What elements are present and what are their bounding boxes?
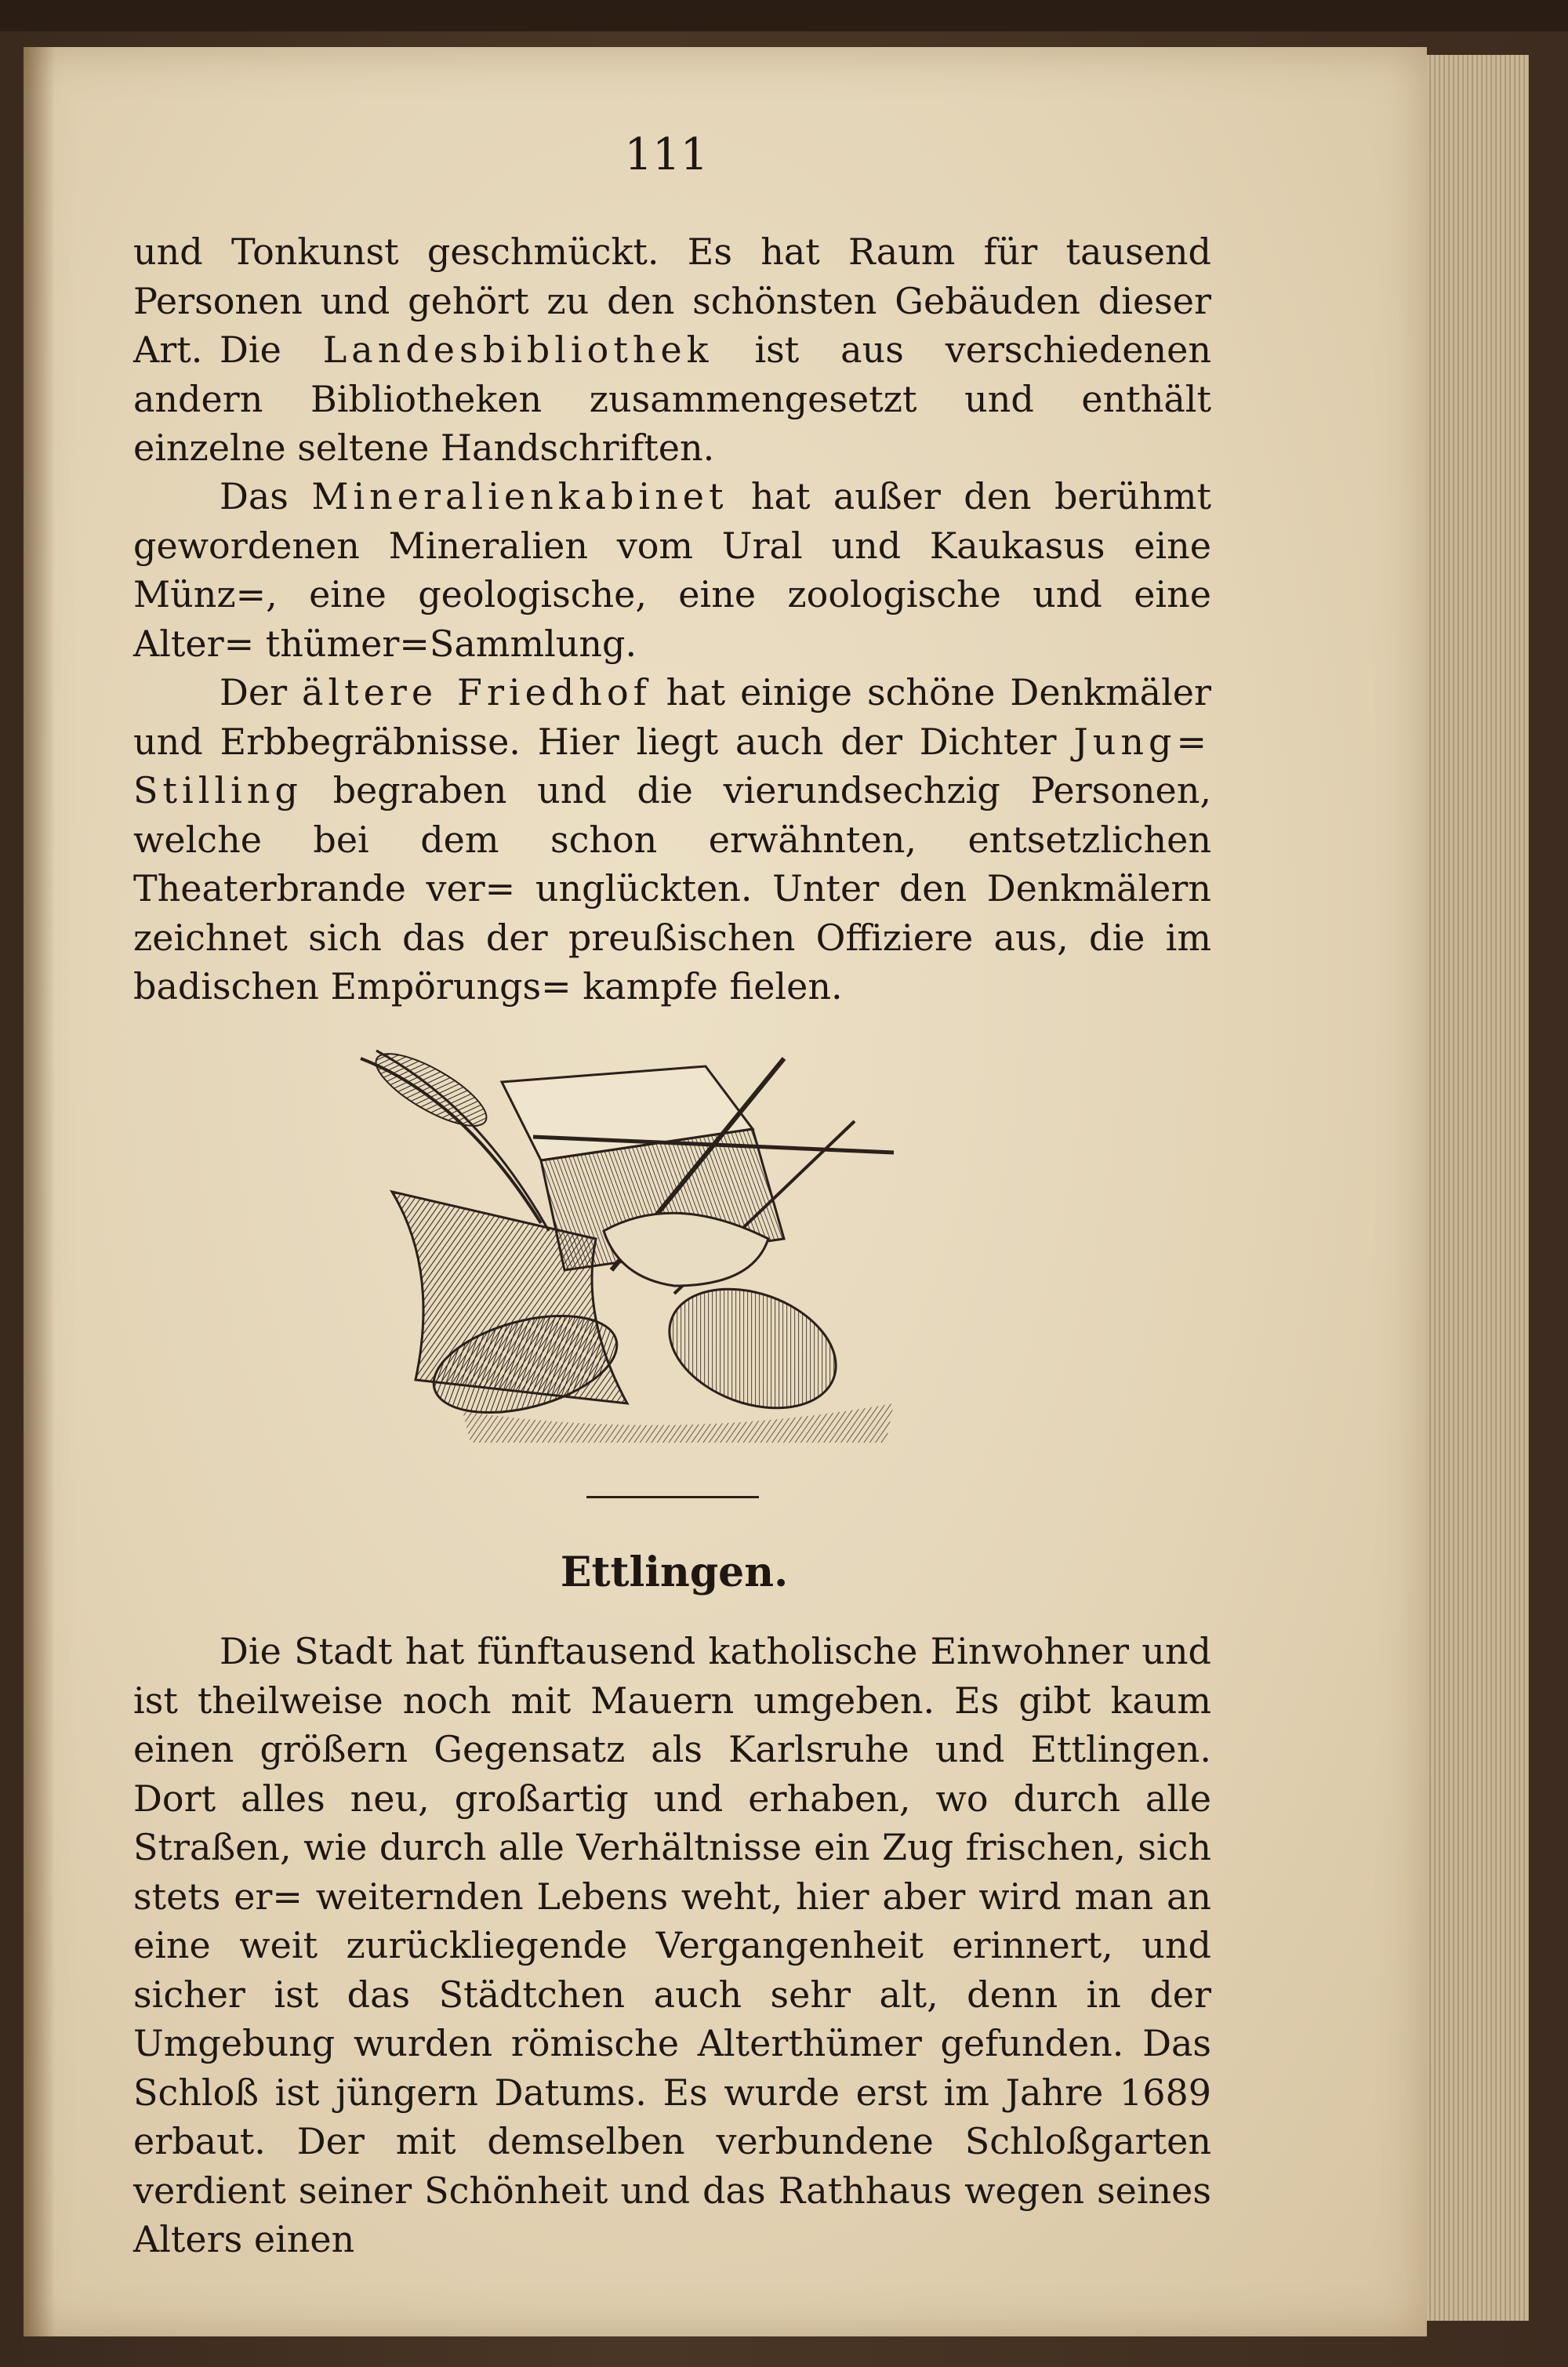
wheat-sheaf-icon bbox=[361, 1040, 549, 1231]
term-friedhof: ältere Friedhof bbox=[302, 671, 652, 713]
section-divider bbox=[586, 1496, 759, 1498]
section-heading-ettlingen: Ettlingen. bbox=[560, 1548, 789, 1596]
p4-prefix: Der bbox=[220, 671, 303, 713]
page-number: 111 bbox=[624, 129, 709, 180]
vignette-illustration bbox=[345, 1035, 988, 1458]
paragraph-mineralienkabinet bbox=[133, 472, 1211, 668]
term-landesbibliothek: Landesbibliothek bbox=[322, 329, 713, 371]
term-mineralienkabinet: Mineralienkabinet bbox=[311, 475, 728, 517]
paragraph-tonkunst: und Tonkunst geschmückt. Es hat Raum für tausend Personen und gehört zu den schönsten Gebäuden dieser Art. bbox=[133, 231, 1211, 371]
p2-rest: ist aus verschiedenen andern Bibliotheken zusammengesetzt und enthält einzelne seltene Handschriften. bbox=[133, 329, 1212, 469]
name-jung-stilling: Jung= Stilling bbox=[133, 720, 1211, 811]
paragraph-friedhof bbox=[133, 668, 1211, 1011]
page-gutter-shadow bbox=[24, 47, 55, 2336]
p4-rest: begraben und die vierundsechzig Personen, welche bei dem schon erwähnten, entsetzlichen Theaterbrande ver= unglückten. Unter den Denkmälern zeichnet sich das der preußischen Offiziere aus, die im badischen Empörungs= kampfe fielen. bbox=[133, 769, 1211, 1007]
p2-prefix: Die bbox=[220, 329, 323, 371]
paragraph-ettlingen: Die Stadt hat fünftausend katholische Einwohner und ist theilweise noch mit Mauern umgeben. Es gibt kaum einen größern Gegensatz als Karlsruhe und Ettlingen. Dort alles neu, großartig und erhaben, wo durch alle Straßen, wie durch alle Verhältnisse ein Zug frischen, sich stets er= weiternden Lebens weht, hier aber wird man an eine weit zurückliegende Vergangenheit erinnert, und sicher ist das Städtchen auch sehr alt, denn in der Umgebung wurden römische Alterthümer gefunden. Das Schloß ist jüngern Datums. Es wurde erst im Jahre 1689 erbaut. Der mit demselben verbundene Schloßgarten verdient seiner Schönheit und das Rathhaus wegen seines Alters einen bbox=[133, 1630, 1211, 2260]
p4-mid: hat einige schöne Denkmäler und Erbbegräbnisse. Hier liegt auch der Dichter bbox=[133, 671, 1212, 763]
paragraph-landesbibliothek bbox=[133, 325, 1211, 473]
p3-prefix: Das bbox=[220, 475, 312, 517]
p3-rest: hat außer den berühmt gewordenen Mineralien vom Ural und Kaukasus eine Münz=, eine geologische, eine zoologische und eine Alter= thümer=Sammlung. bbox=[133, 475, 1211, 665]
